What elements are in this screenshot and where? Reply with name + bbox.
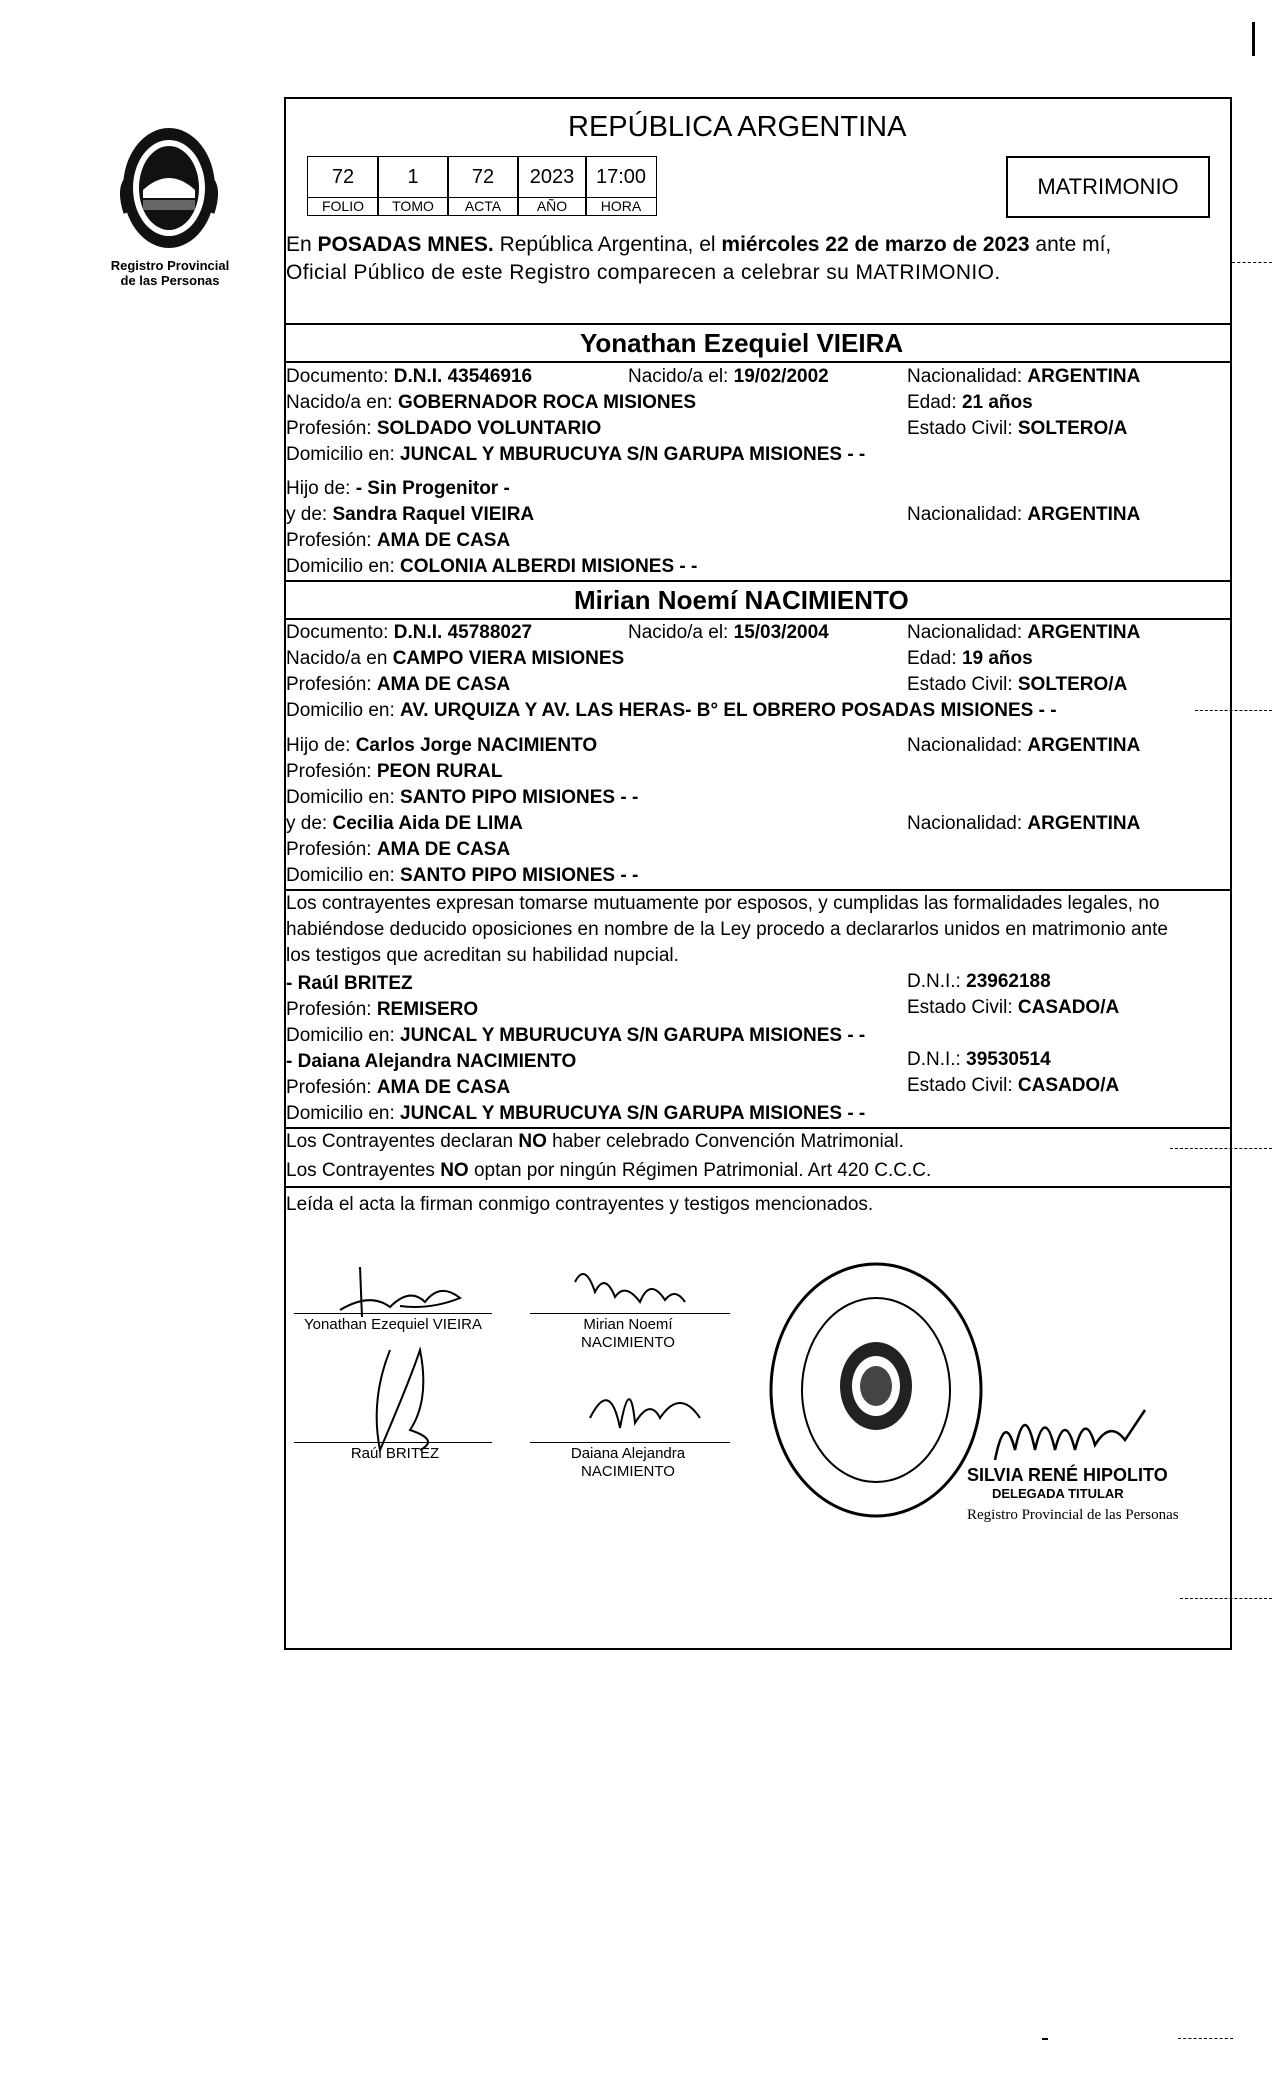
witness1-dni <box>907 971 1051 993</box>
value: ARGENTINA <box>1027 504 1141 525</box>
label: y de: <box>286 504 333 525</box>
label: Domicilio en: <box>286 787 401 808</box>
witness2-signature-label <box>548 1445 708 1481</box>
bride-father-profession <box>286 761 502 783</box>
statement-line2: habiéndose deducido oposiciones en nombre de la Ley procedo a declararlos unidos en matrimonio ante <box>286 919 1168 940</box>
label: Domicilio en: <box>286 1025 401 1046</box>
bride-document <box>286 622 532 644</box>
margin-mark <box>1252 22 1255 56</box>
text-emph: NO <box>518 1131 547 1152</box>
groom-age <box>907 392 1033 414</box>
value: CASADO/A <box>1017 997 1120 1018</box>
convention-line2 <box>286 1160 931 1182</box>
label: Estado Civil: <box>907 418 1018 439</box>
divider <box>284 323 1230 325</box>
record-label-tomo: TOMO <box>377 197 449 216</box>
value: ARGENTINA <box>1027 735 1141 756</box>
label: Profesión: <box>286 1077 377 1098</box>
groom-born <box>628 366 829 388</box>
bride-prof-value: AMA DE CASA <box>376 674 511 695</box>
groom-signature-label: Yonathan Ezequiel VIEIRA <box>304 1316 482 1333</box>
witness1-name: - Raúl BRITEZ <box>286 973 413 994</box>
type-box <box>1006 156 1210 218</box>
record-hour: 17:00 <box>585 156 657 198</box>
label: Estado Civil: <box>907 674 1018 695</box>
bride-sig-line1: Mirian Noemí <box>583 1316 673 1333</box>
label: Edad: <box>907 392 962 413</box>
witness2-address <box>286 1103 865 1125</box>
w2-sig-line1: Daiana Alejandra <box>570 1445 686 1462</box>
divider <box>284 1127 1230 1129</box>
signature-line <box>294 1313 492 1314</box>
divider <box>284 1186 1230 1188</box>
witness1-civil <box>907 997 1119 1019</box>
registry-logo <box>108 118 230 258</box>
convention-line1 <box>286 1131 904 1153</box>
official-seal <box>765 1258 987 1522</box>
bride-father-nationality <box>907 735 1140 757</box>
groom-mother-address <box>286 556 697 578</box>
groom-addr-value: JUNCAL Y MBURUCUYA S/N GARUPA MISIONES - - <box>400 444 866 465</box>
label: Nacido/a en: <box>286 392 398 413</box>
groom-nat-value: ARGENTINA <box>1027 366 1141 387</box>
logo-caption <box>90 258 250 288</box>
bride-nat-value: ARGENTINA <box>1027 622 1141 643</box>
label: Profesión: <box>286 999 377 1020</box>
label: D.N.I.: <box>907 1049 967 1070</box>
bride-signature-label <box>548 1316 708 1352</box>
bride-address <box>286 700 1057 722</box>
label: Domicilio en: <box>286 1103 401 1124</box>
bride-mother-address <box>286 865 638 887</box>
value: SANTO PIPO MISIONES - - <box>400 865 639 886</box>
record-acta: 72 <box>447 156 519 198</box>
value: ARGENTINA <box>1027 813 1141 834</box>
label: Hijo de: <box>286 735 356 756</box>
value: SANTO PIPO MISIONES - - <box>400 787 639 808</box>
groom-civil-value: SOLTERO/A <box>1017 418 1128 439</box>
record-label-year: AÑO <box>517 197 587 216</box>
bride-birthdate: 15/03/2004 <box>733 622 829 643</box>
label: Nacionalidad: <box>907 366 1028 387</box>
record-tomo: 1 <box>377 156 449 198</box>
record-label-hour: HORA <box>585 197 657 216</box>
value: 39530514 <box>966 1049 1051 1070</box>
label: Domicilio en: <box>286 865 401 886</box>
margin-mark <box>1178 2038 1233 2039</box>
record-label-acta: ACTA <box>447 197 519 216</box>
witness1-address <box>286 1025 865 1047</box>
bride-civil-value: SOLTERO/A <box>1017 674 1128 695</box>
text: Los Contrayentes declaran <box>286 1131 519 1152</box>
closing-text: Leída el acta la firman conmigo contrayentes y testigos mencionados. <box>286 1194 874 1215</box>
type-box-label: MATRIMONIO <box>1037 174 1179 199</box>
signature-line <box>530 1313 730 1314</box>
bride-sig-line2: NACIMIENTO <box>581 1334 675 1351</box>
value: AMA DE CASA <box>376 839 511 860</box>
intro-line1 <box>286 232 1111 257</box>
divider <box>284 361 1230 363</box>
intro-line2: Oficial Público de este Registro comparecen a celebrar su MATRIMONIO. <box>286 261 1001 284</box>
witness2-profession <box>286 1077 510 1099</box>
witness2-name: - Daiana Alejandra NACIMIENTO <box>286 1051 577 1072</box>
groom-civil <box>907 418 1127 440</box>
official-org: Registro Provincial de las Personas <box>967 1507 1179 1523</box>
label: Nacido/a en <box>286 648 393 669</box>
bride-signature <box>555 1262 725 1318</box>
bride-place-value: CAMPO VIERA MISIONES <box>392 648 625 669</box>
intro-text: En <box>286 233 318 256</box>
label: Profesión: <box>286 418 377 439</box>
label: Domicilio en: <box>286 444 401 465</box>
intro-city: POSADAS MNES. <box>317 233 494 256</box>
groom-nationality <box>907 366 1140 388</box>
text-emph: NO <box>440 1160 469 1181</box>
w2-sig-line2: NACIMIENTO <box>581 1463 675 1480</box>
value: AMA DE CASA <box>376 530 511 551</box>
bride-addr-value: AV. URQUIZA Y AV. LAS HERAS- B° EL OBRERO POSADAS MISIONES - - <box>400 700 1057 721</box>
groom-birthdate: 19/02/2002 <box>733 366 829 387</box>
logo-caption-line2: de las Personas <box>120 273 220 288</box>
divider <box>284 618 1230 620</box>
witness2-dni <box>907 1049 1051 1071</box>
bride-civil <box>907 674 1127 696</box>
official-name: SILVIA RENÉ HIPOLITO <box>967 1465 1168 1485</box>
text: optan por ningún Régimen Patrimonial. Art 420 C.C.C. <box>468 1160 932 1181</box>
groom-age-value: 21 años <box>961 392 1033 413</box>
bride-age-value: 19 años <box>961 648 1033 669</box>
label: Estado Civil: <box>907 1075 1018 1096</box>
bride-mother-profession <box>286 839 510 861</box>
signature-line <box>530 1442 730 1443</box>
bride-nationality <box>907 622 1140 644</box>
signature-line <box>294 1442 492 1443</box>
label: Profesión: <box>286 674 377 695</box>
groom-father-value: - Sin Progenitor - <box>355 478 510 499</box>
label: Documento: <box>286 622 394 643</box>
label: Domicilio en: <box>286 556 401 577</box>
document-title: REPÚBLICA ARGENTINA <box>568 111 907 143</box>
bride-father <box>286 735 597 757</box>
value: CASADO/A <box>1017 1075 1120 1096</box>
label: Estado Civil: <box>907 997 1018 1018</box>
bride-mother-value: Cecilia Aida DE LIMA <box>332 813 523 834</box>
label: Nacido/a el: <box>628 366 734 387</box>
groom-mother-value: Sandra Raquel VIEIRA <box>332 504 535 525</box>
value: 23962188 <box>966 971 1051 992</box>
groom-prof-value: SOLDADO VOLUNTARIO <box>376 418 602 439</box>
witness1-signature-label: Raúl BRITEZ <box>350 1445 440 1462</box>
margin-mark <box>1232 262 1272 263</box>
groom-document <box>286 366 532 388</box>
divider <box>284 889 1230 891</box>
label: Profesión: <box>286 761 377 782</box>
groom-dni: D.N.I. 43546916 <box>393 366 533 387</box>
bride-age <box>907 648 1033 670</box>
label: Documento: <box>286 366 394 387</box>
logo-caption-line1: Registro Provincial <box>110 258 230 273</box>
official-role: DELEGADA TITULAR <box>992 1486 1124 1501</box>
statement-line1: Los contrayentes expresan tomarse mutuamente por esposos, y cumplidas las formalidades legales, no <box>286 893 1160 914</box>
label: Nacionalidad: <box>907 813 1028 834</box>
value: AMA DE CASA <box>376 1077 511 1098</box>
value: JUNCAL Y MBURUCUYA S/N GARUPA MISIONES - - <box>400 1103 866 1124</box>
bride-father-value: Carlos Jorge NACIMIENTO <box>355 735 598 756</box>
record-label-folio: FOLIO <box>307 197 379 216</box>
groom-father <box>286 478 510 500</box>
value: COLONIA ALBERDI MISIONES - - <box>400 556 698 577</box>
text: haber celebrado Convención Matrimonial. <box>546 1131 904 1152</box>
groom-name: Yonathan Ezequiel VIEIRA <box>580 328 904 358</box>
witness1-profession <box>286 999 478 1021</box>
intro-date: miércoles 22 de marzo de 2023 <box>721 233 1030 256</box>
groom-profession <box>286 418 601 440</box>
groom-place-value: GOBERNADOR ROCA MISIONES <box>397 392 697 413</box>
record-folio: 72 <box>307 156 379 198</box>
label: Profesión: <box>286 530 377 551</box>
witness2-civil <box>907 1075 1119 1097</box>
label: Hijo de: <box>286 478 356 499</box>
bride-profession <box>286 674 510 696</box>
groom-address <box>286 444 865 466</box>
statement-line3: los testigos que acreditan su habilidad nupcial. <box>286 945 679 966</box>
label: y de: <box>286 813 333 834</box>
label: Profesión: <box>286 839 377 860</box>
bride-dni: D.N.I. 45788027 <box>393 622 533 643</box>
official-signature <box>985 1390 1155 1470</box>
groom-birthplace <box>286 392 696 414</box>
witness2-signature <box>580 1368 710 1438</box>
text: Los Contrayentes <box>286 1160 441 1181</box>
label: Nacionalidad: <box>907 622 1028 643</box>
label: D.N.I.: <box>907 971 967 992</box>
value: PEON RURAL <box>376 761 503 782</box>
intro-text: República Argentina, el <box>493 233 722 256</box>
bride-mother-nationality <box>907 813 1140 835</box>
label: Nacionalidad: <box>907 504 1028 525</box>
bride-father-address <box>286 787 638 809</box>
margin-mark <box>1042 2038 1048 2040</box>
groom-mother <box>286 504 534 526</box>
label: Domicilio en: <box>286 700 401 721</box>
bride-birthplace <box>286 648 624 670</box>
label: Edad: <box>907 648 962 669</box>
bride-mother <box>286 813 523 835</box>
groom-mother-nationality <box>907 504 1140 526</box>
value: JUNCAL Y MBURUCUYA S/N GARUPA MISIONES - - <box>400 1025 866 1046</box>
bride-name: Mirian Noemí NACIMIENTO <box>574 585 909 615</box>
value: REMISERO <box>376 999 479 1020</box>
intro-text: ante mí, <box>1029 233 1112 256</box>
groom-mother-profession <box>286 530 510 552</box>
label: Nacido/a el: <box>628 622 734 643</box>
bride-born <box>628 622 829 644</box>
record-year: 2023 <box>517 156 587 198</box>
label: Nacionalidad: <box>907 735 1028 756</box>
divider <box>284 580 1230 582</box>
